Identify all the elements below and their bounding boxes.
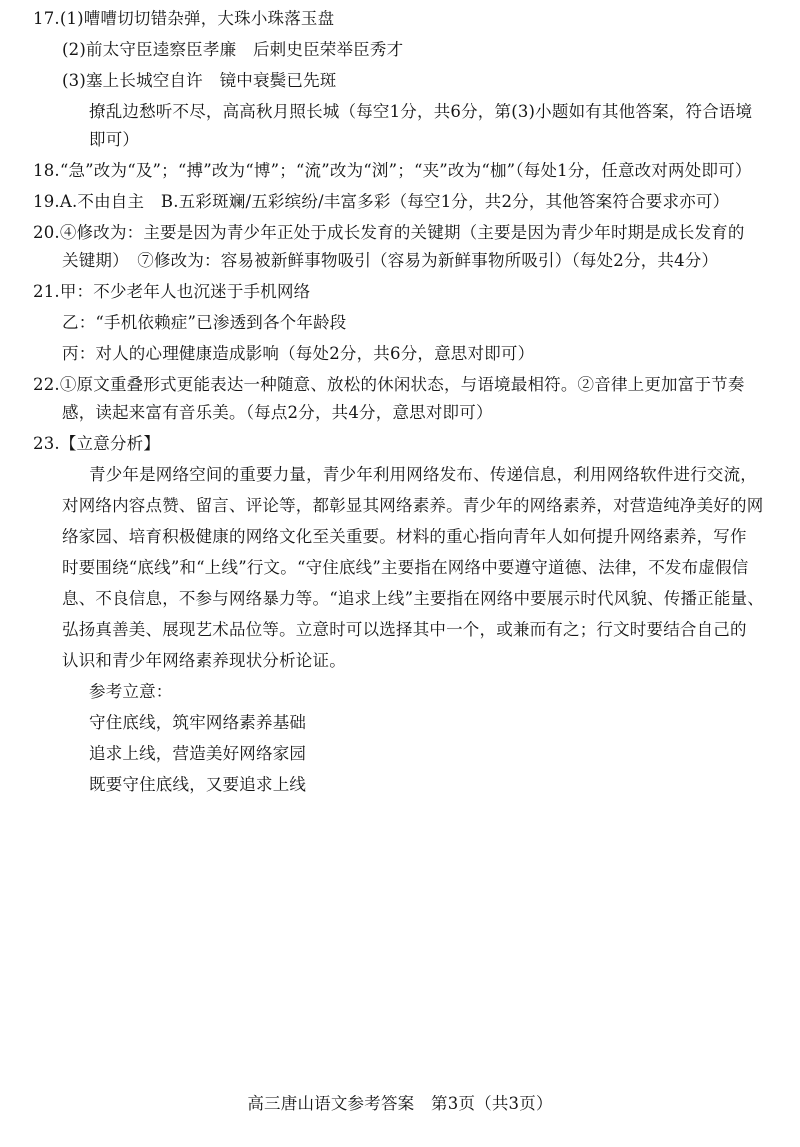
q23-para-line-2: 对网络内容点赞、留言、评论等，都彰显其网络素养。青少年的网络素养，对营造纯净美好的网	[62, 496, 764, 515]
q23-para-line-5: 息、不良信息，不参与网络暴力等。“追求上线”主要指在网络中要展示时代风貌、传播正能量、	[62, 589, 764, 608]
q22-line-1: 22.①原文重叠形式更能表达一种随意、放松的休闲状态，与语境最相符。②音律上更加富于节奏	[33, 375, 745, 394]
q23-para-line-7: 认识和青少年网络素养现状分析论证。	[62, 651, 346, 670]
q21-line-3: 丙：对人的心理健康造成影响（每处2分，共6分，意思对即可）	[62, 344, 535, 363]
q17-line-4: 撩乱边愁听不尽，高高秋月照长城（每空1分，共6分，第(3)小题如有其他答案，符合语境	[89, 102, 753, 121]
q23-para-line-4: 时要围绕“底线”和“上线”行文。“守住底线”主要指在网络中要遵守道德、法律，不发布虚假信	[62, 558, 749, 577]
q23-para-line-1: 青少年是网络空间的重要力量，青少年利用网络发布、传递信息，利用网络软件进行交流，	[89, 465, 757, 484]
q17-line-5: 即可）	[89, 130, 140, 149]
q20-line-1: 20.④修改为：主要是因为青少年正处于成长发育的关键期（主要是因为青少年时期是成长发育的	[33, 223, 745, 242]
q23-heading: 23.【立意分析】	[33, 434, 161, 453]
q23-reference-2: 追求上线，营造美好网络家园	[89, 744, 307, 763]
q18-line-1: 18.“急”改为“及”；“搏”改为“博”；“流”改为“浏”；“夹”改为“枷”（每处1分，任意改对两处即可）	[33, 161, 752, 180]
q23-reference-heading: 参考立意：	[89, 682, 173, 701]
q23-para-line-3: 络家园、培育积极健康的网络文化至关重要。材料的重心指向青年人如何提升网络素养，写作	[62, 527, 747, 546]
q17-line-2: (2)前太守臣逵察臣孝廉 后刺史臣荣举臣秀才	[62, 40, 404, 59]
page-footer: 高三唐山语文参考答案 第3页（共3页）	[247, 1094, 553, 1113]
q23-para-line-6: 弘扬真善美、展现艺术品位等。立意时可以选择其中一个，或兼而有之；行文时要结合自己的	[62, 620, 747, 639]
q21-line-2: 乙：“手机依赖症”已渗透到各个年龄段	[62, 313, 347, 332]
q17-line-3: (3)塞上长城空自许 镜中衰鬓已先斑	[62, 71, 337, 90]
q22-line-2: 感，读起来富有音乐美。（每点2分，共4分，意思对即可）	[62, 403, 493, 422]
q23-reference-3: 既要守住底线，又要追求上线	[89, 775, 307, 794]
q19-line-1: 19.A.不由自主 B.五彩斑斓/五彩缤纷/丰富多彩（每空1分，共2分，其他答案符合要求亦可）	[33, 192, 730, 211]
q23-reference-1: 守住底线，筑牢网络素养基础	[89, 713, 307, 732]
q21-line-1: 21.甲：不少老年人也沉迷于手机网络	[33, 282, 311, 301]
q17-line-1: 17.(1)嘈嘈切切错杂弹，大珠小珠落玉盘	[33, 9, 335, 28]
q20-line-2: 关键期） ⑦修改为：容易被新鲜事物吸引（容易为新鲜事物所吸引）（每处2分，共4分）	[62, 251, 719, 270]
